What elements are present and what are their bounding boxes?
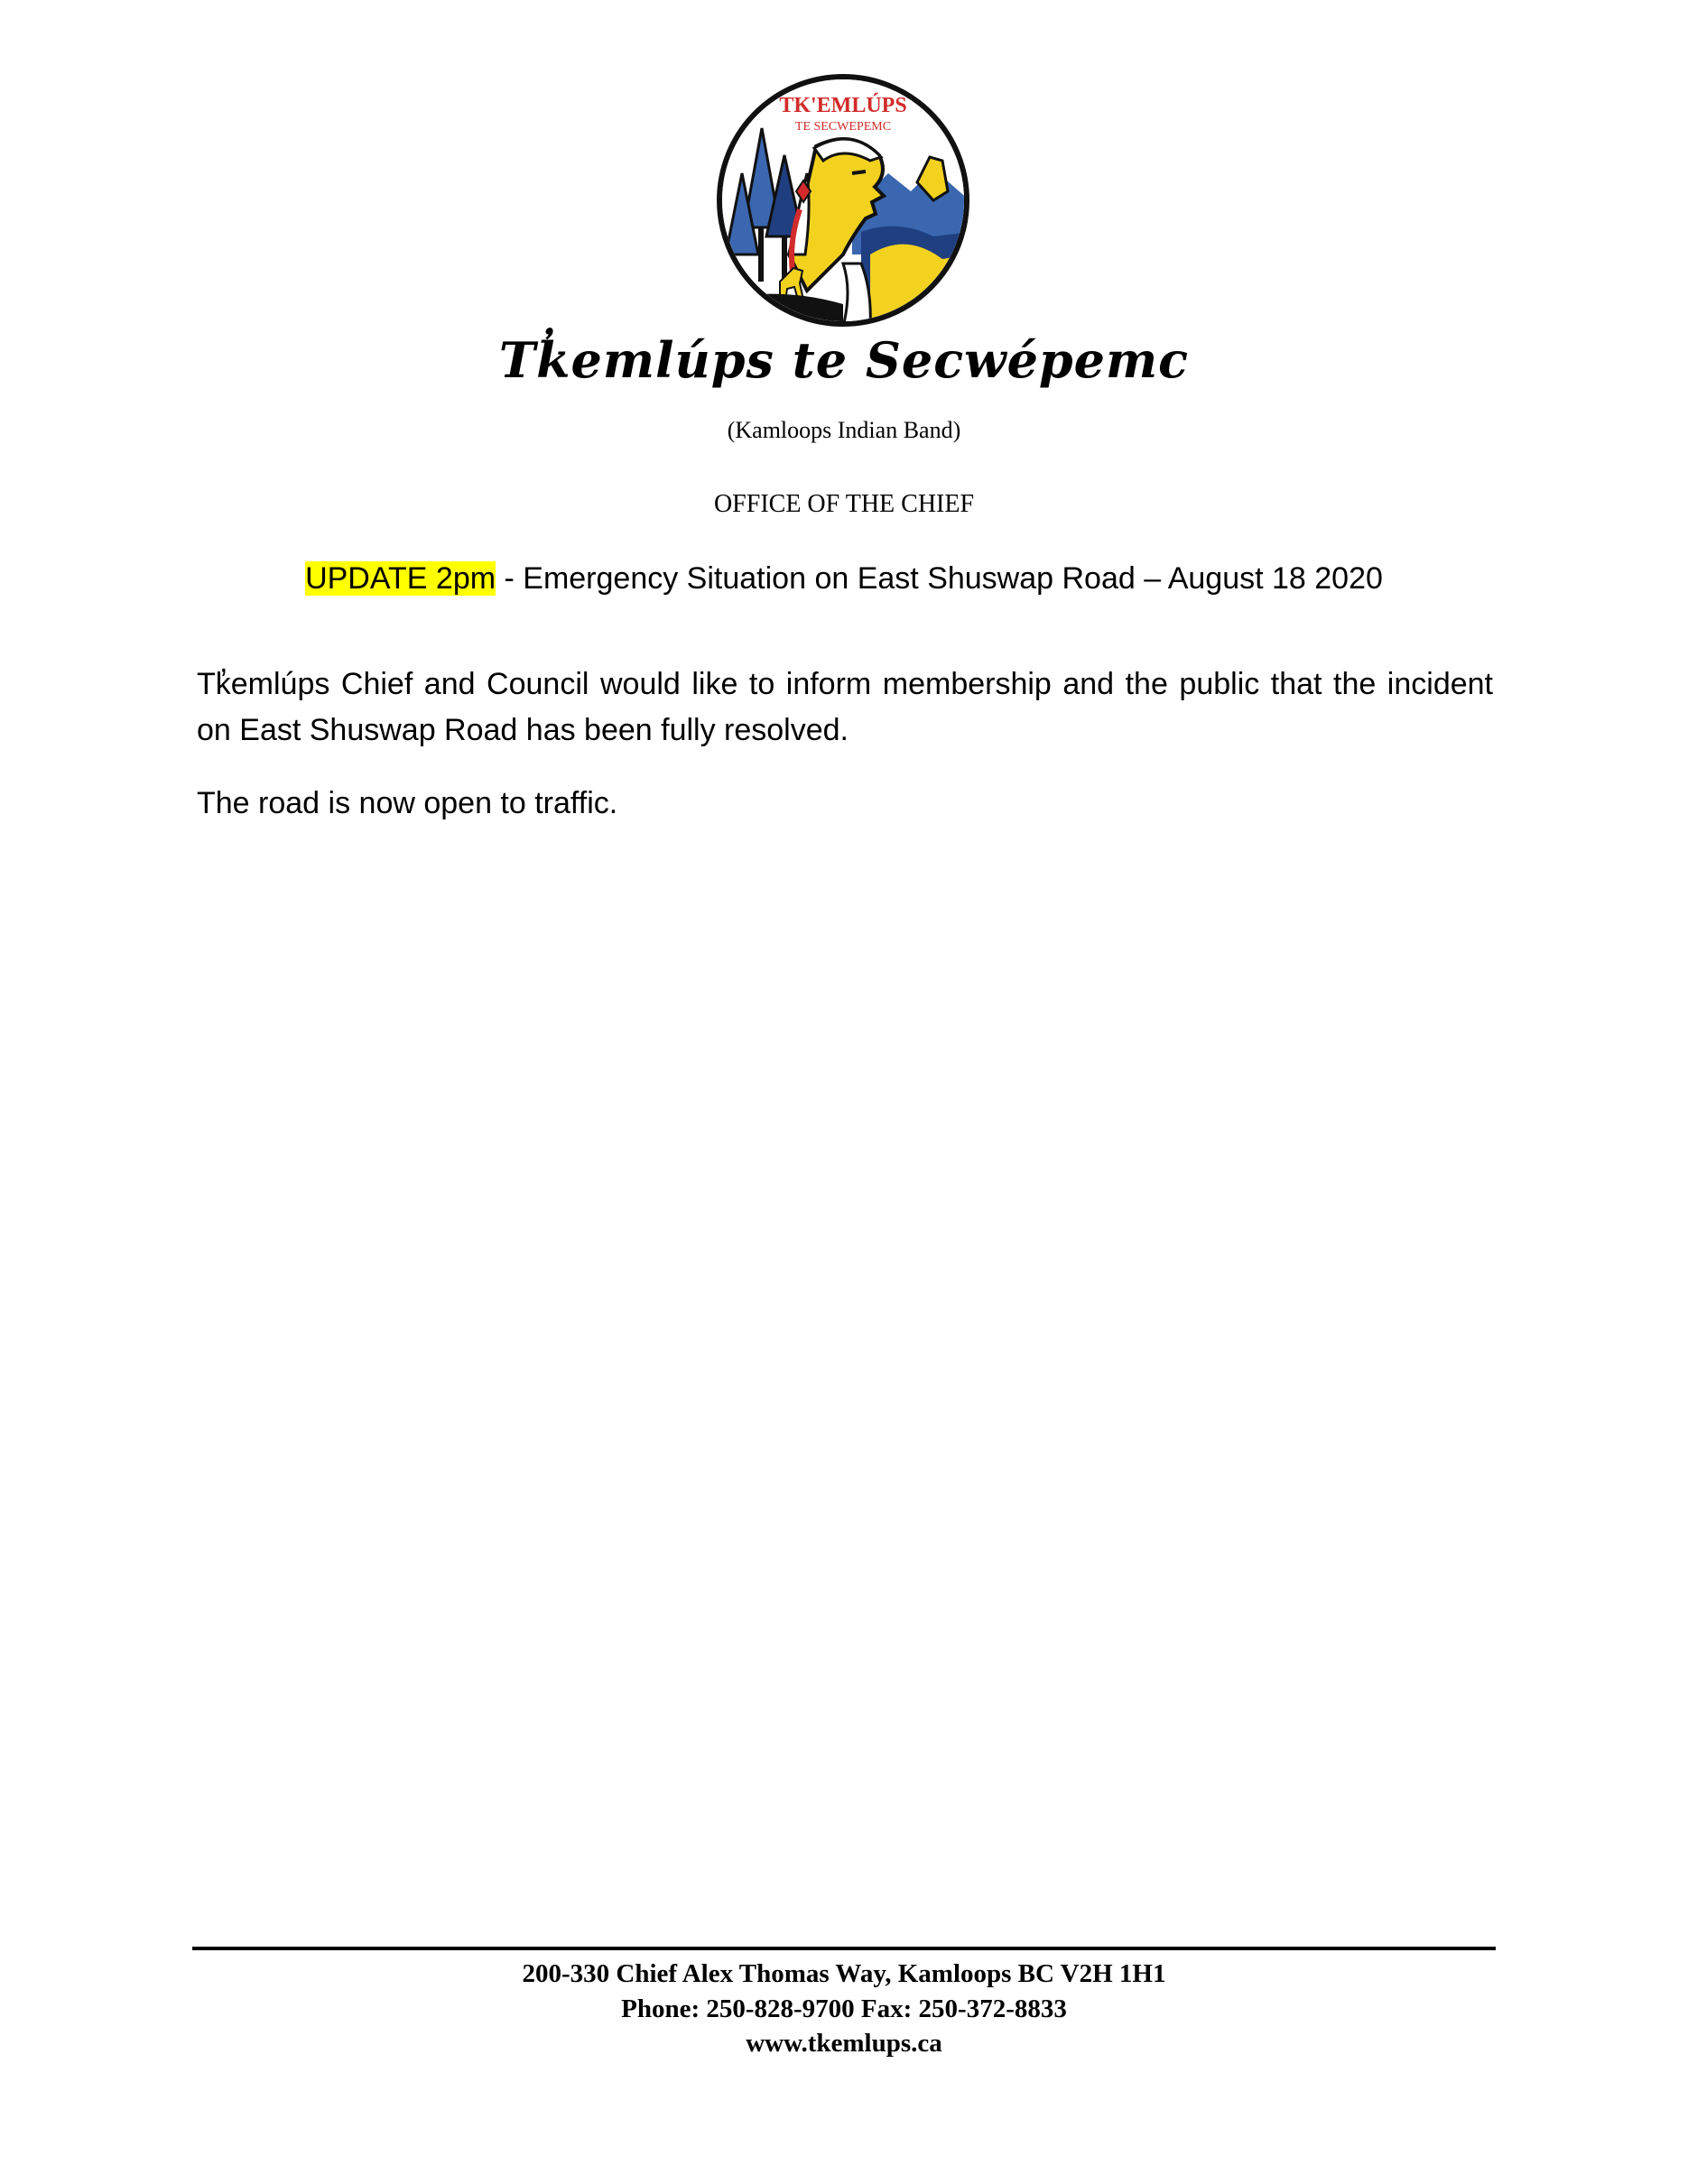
headline-text: - Emergency Situation on East Shuswap Road – August 18 2020 bbox=[496, 561, 1383, 596]
office-heading: OFFICE OF THE CHIEF bbox=[713, 490, 975, 518]
logo-seal-graphic bbox=[717, 74, 969, 327]
tkemlups-logo bbox=[717, 74, 969, 327]
org-name: Tk̓emlúps te Secwépemc bbox=[498, 331, 1190, 389]
org-subtitle: (Kamloops Indian Band) bbox=[727, 417, 961, 443]
logo-text-bottom: TE SECWEPEMC bbox=[794, 120, 892, 134]
logo-text-top: TK'EMLÚPS bbox=[779, 94, 907, 117]
footer-website-link[interactable]: www.tkemlups.ca bbox=[746, 2029, 942, 2058]
body-paragraph-2: The road is now open to traffic. bbox=[197, 786, 618, 820]
footer-divider bbox=[192, 1947, 1496, 1950]
update-time-highlight: UPDATE 2pm bbox=[305, 561, 496, 596]
footer-phone: Phone: 250-828-9700 Fax: 250-372-8833 bbox=[621, 1994, 1067, 2023]
footer-address: 200-330 Chief Alex Thomas Way, Kamloops BC V2H 1H1 bbox=[522, 1959, 1166, 1988]
body-paragraph-1: Tk̓emlúps Chief and Council would like to inform membership and the public that the incident on East Shuswap Road has been fully resolved. bbox=[197, 667, 1493, 747]
update-headline bbox=[0, 561, 1688, 597]
